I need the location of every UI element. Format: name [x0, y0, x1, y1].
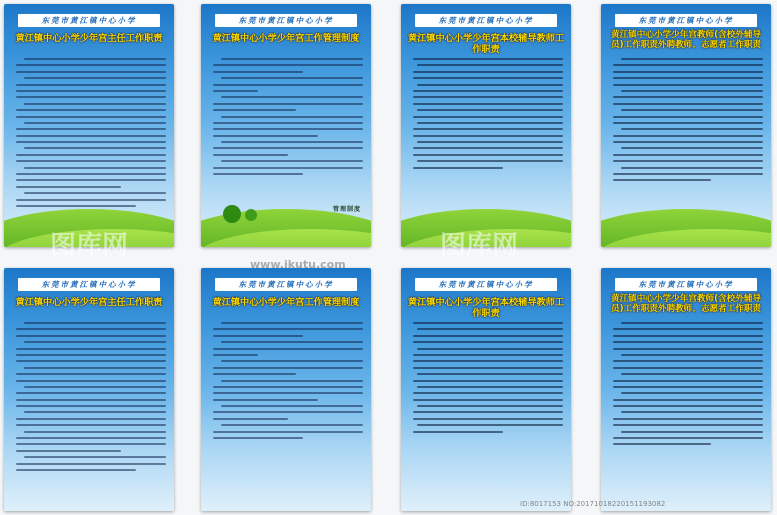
tree-icon [245, 209, 257, 221]
body-text [16, 322, 166, 475]
board-title: 黄江镇中心小学少年宫教师(含校外辅导员)工作职责外聘教师、志愿者工作职责 [610, 294, 762, 314]
board-header: 东莞市黄江镇中心小学 [18, 14, 160, 27]
board-header: 东莞市黄江镇中心小学 [415, 14, 557, 27]
board-title: 黄江镇中心小学少年宫教师(含校外辅导员)工作职责外聘教师、志愿者工作职责 [610, 30, 762, 50]
board-header: 东莞市黄江镇中心小学 [18, 278, 160, 291]
board-title: 黄江镇中心小学少年宫工作管理制度 [212, 297, 360, 308]
body-text [413, 58, 563, 173]
body-text [16, 58, 166, 211]
board-header: 东莞市黄江镇中心小学 [615, 278, 757, 291]
board-director-duties [4, 4, 174, 247]
body-text [613, 322, 763, 450]
board-header: 东莞市黄江镇中心小学 [215, 14, 357, 27]
board-header: 东莞市黄江镇中心小学 [415, 278, 557, 291]
watermark-brand: 图库网 [50, 231, 129, 261]
board-management-rules [201, 4, 371, 247]
board-title: 黄江镇中心小学少年宫主任工作职责 [15, 297, 163, 308]
watermark-brand: 图库网 [440, 231, 519, 261]
board-title: 黄江镇中心小学少年宫主任工作职责 [15, 33, 163, 44]
board-sign: 管理制度 [332, 206, 361, 213]
body-text [613, 58, 763, 186]
board-title: 黄江镇中心小学少年宫本校辅导教师工作职责 [407, 297, 565, 319]
body-text [213, 58, 363, 179]
board-title: 黄江镇中心小学少年宫本校辅导教师工作职责 [407, 33, 565, 55]
board-director-duties [4, 268, 174, 511]
board-header: 东莞市黄江镇中心小学 [215, 278, 357, 291]
watermark-id: ID:8017153 NO:20171018220151193082 [520, 500, 666, 508]
board-title: 黄江镇中心小学少年宫工作管理制度 [212, 33, 360, 44]
board-header: 东莞市黄江镇中心小学 [615, 14, 757, 27]
body-text [413, 322, 563, 437]
tree-icon [223, 205, 241, 223]
board-management-rules [201, 268, 371, 511]
body-text [213, 322, 363, 443]
board-volunteer-duties [601, 4, 771, 247]
board-teacher-duties [401, 268, 571, 511]
watermark-url: www.ikutu.com [250, 258, 346, 271]
board-volunteer-duties [601, 268, 771, 511]
board-teacher-duties [401, 4, 571, 247]
